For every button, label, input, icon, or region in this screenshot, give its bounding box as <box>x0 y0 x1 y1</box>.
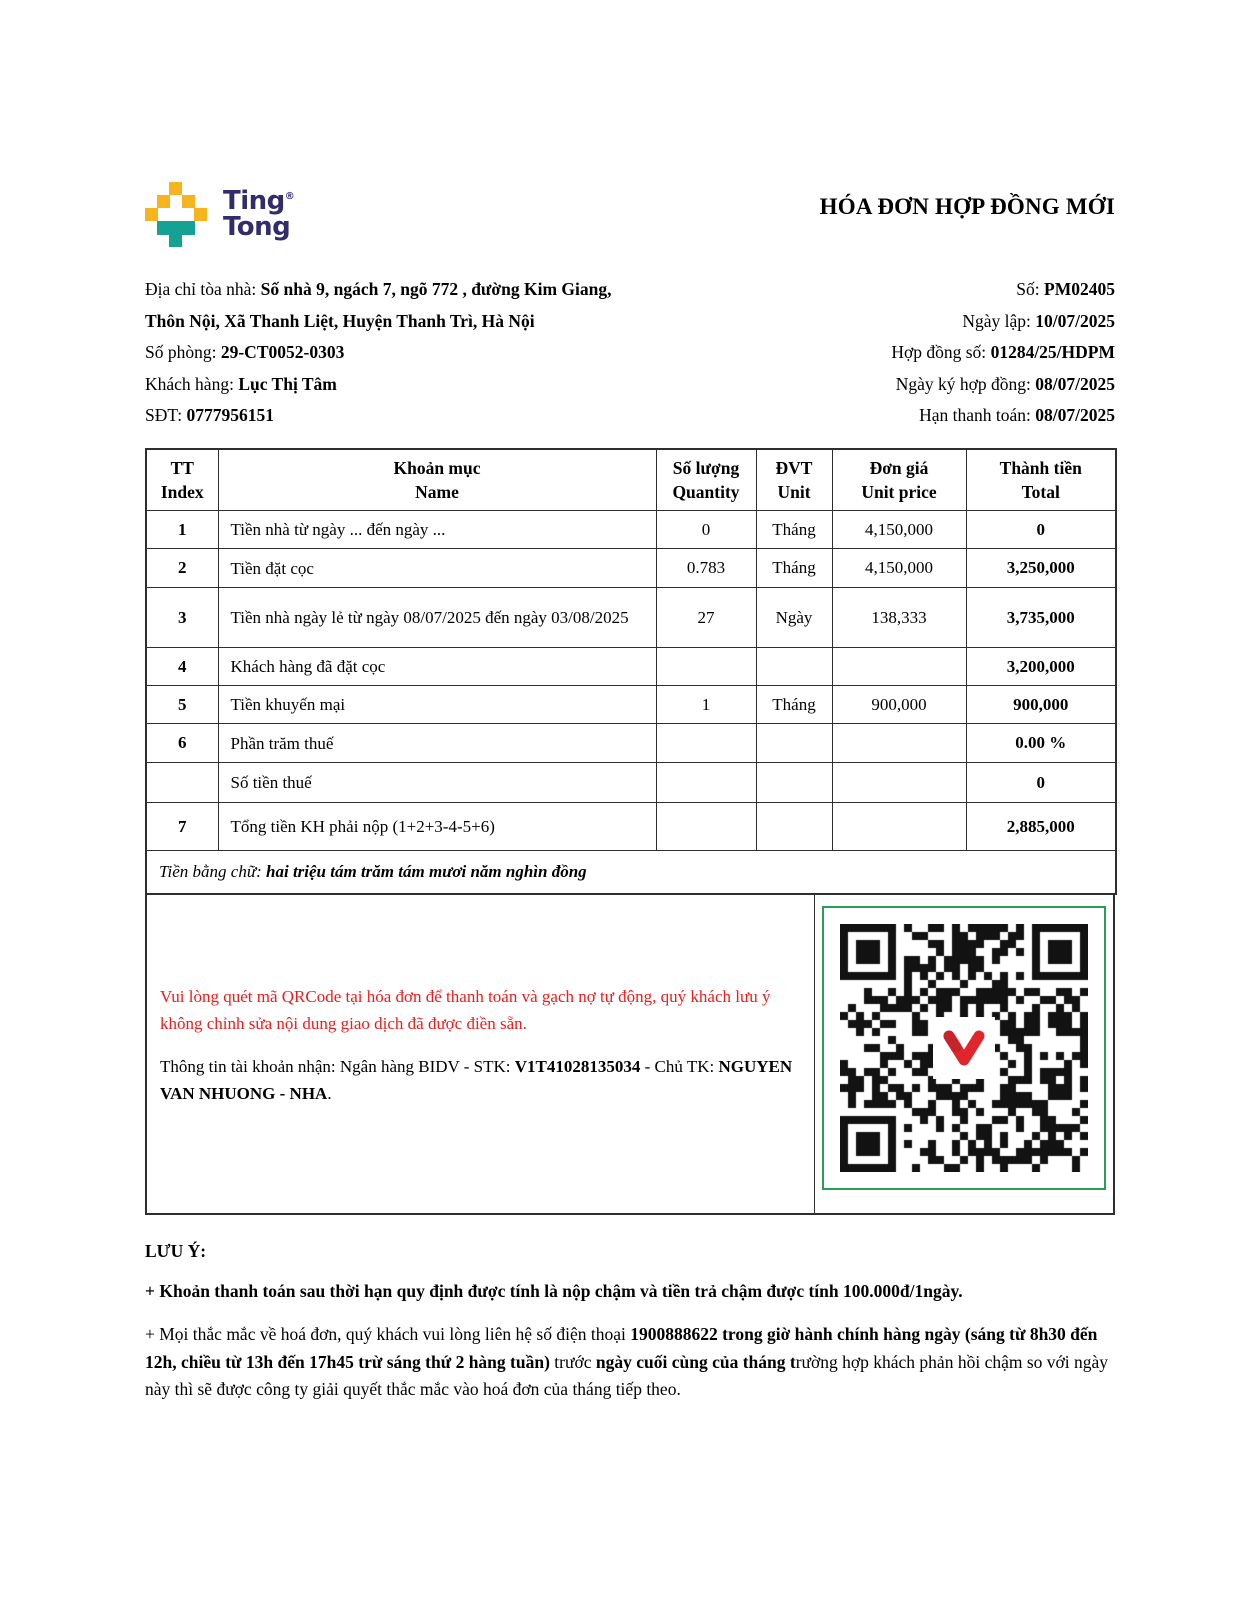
cell-index: 1 <box>146 511 218 549</box>
table-row <box>146 763 1116 803</box>
cell-unit: Tháng <box>756 549 832 588</box>
col-unit-price: Đơn giá Unit price <box>832 449 966 511</box>
late-payment-note: + Khoản thanh toán sau thời hạn quy định được tính là nộp chậm và tiền trả chậm được tính 100.000đ/1ngày. <box>145 1280 963 1301</box>
cell-index: 2 <box>146 549 218 588</box>
col-unit: ĐVT Unit <box>756 449 832 511</box>
table-row <box>146 588 1116 648</box>
table-row <box>146 648 1116 686</box>
cell-unit-price: 138,333 <box>832 588 966 648</box>
cell-index: 7 <box>146 803 218 851</box>
cell-total: 900,000 <box>966 686 1116 724</box>
tingtong-logo-icon <box>145 182 207 246</box>
amount-in-words: Tiền bằng chữ: hai triệu tám trăm tám mươi năm nghìn đồng <box>146 851 1116 894</box>
qr-frame <box>822 906 1106 1190</box>
cell-total: 3,735,000 <box>966 588 1116 648</box>
tingtong-logo <box>145 182 294 246</box>
cell-quantity: 0.783 <box>656 549 756 588</box>
cell-unit <box>756 724 832 763</box>
customer-phone: SĐT: 0777956151 <box>145 405 274 425</box>
qr-warning-text: Vui lòng quét mã QRCode tại hóa đơn để thanh toán và gạch nợ tự động, quý khách lưu ý không chỉnh sửa nội dung giao dịch đã được điền sẵn. <box>160 986 771 1033</box>
payment-section <box>145 893 1115 1215</box>
registered-mark: ® <box>284 191 295 202</box>
cell-unit: Tháng <box>756 686 832 724</box>
issue-date: Ngày lập: 10/07/2025 <box>962 310 1115 331</box>
contract-number: Hợp đồng số: 01284/25/HDPM <box>891 342 1115 362</box>
cell-unit: Ngày <box>756 588 832 648</box>
qr-area <box>815 895 1113 1213</box>
cell-unit-price <box>832 648 966 686</box>
building-address-2: Thôn Nội, Xã Thanh Liệt, Huyện Thanh Trì, Hà Nội <box>145 310 535 331</box>
room-number: Số phòng: 29-CT0052-0303 <box>145 342 345 362</box>
wordmark-line1: Ting <box>223 186 285 216</box>
table-row <box>146 549 1116 588</box>
col-index: TT Index <box>146 449 218 511</box>
cell-unit-price <box>832 803 966 851</box>
cell-name: Tiền nhà từ ngày ... đến ngày ... <box>218 511 656 549</box>
invoice-meta <box>145 274 1115 432</box>
cell-index: 6 <box>146 724 218 763</box>
tingtong-wordmark <box>223 184 294 240</box>
meta-line <box>145 337 1115 369</box>
cell-quantity: 0 <box>656 511 756 549</box>
meta-line <box>145 400 1115 432</box>
cell-unit <box>756 648 832 686</box>
cell-index <box>146 763 218 803</box>
cell-unit <box>756 803 832 851</box>
page-title: HÓA ĐƠN HỢP ĐỒNG MỚI <box>819 194 1115 219</box>
cell-quantity <box>656 724 756 763</box>
cell-quantity <box>656 648 756 686</box>
cell-unit-price: 4,150,000 <box>832 549 966 588</box>
customer-name: Khách hàng: Lục Thị Tâm <box>145 373 337 394</box>
cell-name: Tiền nhà ngày lẻ từ ngày 08/07/2025 đến ngày 03/08/2025 <box>218 588 656 648</box>
cell-name: Phần trăm thuế <box>218 724 656 763</box>
cell-index: 3 <box>146 588 218 648</box>
cell-name: Tiền đặt cọc <box>218 549 656 588</box>
invoice-content <box>145 182 1115 1404</box>
cell-quantity: 1 <box>656 686 756 724</box>
meta-line <box>145 369 1115 401</box>
table-header <box>146 449 1116 511</box>
cell-unit: Tháng <box>756 511 832 549</box>
meta-line <box>145 274 1115 306</box>
invoice-number: Số: PM02405 <box>1016 279 1115 299</box>
cell-name: Tổng tiền KH phải nộp (1+2+3-4-5+6) <box>218 803 656 851</box>
wordmark-line2: Tong <box>223 212 291 242</box>
payment-due-date: Hạn thanh toán: 08/07/2025 <box>919 405 1115 425</box>
cell-quantity: 27 <box>656 588 756 648</box>
payment-instructions <box>147 895 815 1213</box>
cell-name: Khách hàng đã đặt cọc <box>218 648 656 686</box>
cell-index: 5 <box>146 686 218 724</box>
cell-total: 3,200,000 <box>966 648 1116 686</box>
cell-name: Tiền khuyến mại <box>218 686 656 724</box>
bank-account-info: Thông tin tài khoản nhận: Ngân hàng BIDV - STK: V1T41028135034 - Chủ TK: NGUYEN VAN NHUONG - NHA. <box>160 1056 793 1103</box>
amount-in-words-row <box>146 851 1116 894</box>
table-row <box>146 724 1116 763</box>
col-name: Khoản mục Name <box>218 449 656 511</box>
cell-name: Số tiền thuế <box>218 763 656 803</box>
cell-total: 2,885,000 <box>966 803 1116 851</box>
header <box>145 182 1115 256</box>
contract-sign-date: Ngày ký hợp đồng: 08/07/2025 <box>895 373 1115 394</box>
cell-total: 0 <box>966 763 1116 803</box>
cell-unit <box>756 763 832 803</box>
notes-heading: LƯU Ý: <box>145 1240 207 1261</box>
table-row <box>146 686 1116 724</box>
cell-unit-price <box>832 724 966 763</box>
building-address: Địa chỉ tòa nhà: Số nhà 9, ngách 7, ngõ 772 , đường Kim Giang, <box>145 279 612 299</box>
notes-section <box>145 1241 1115 1404</box>
cell-total: 3,250,000 <box>966 549 1116 588</box>
cell-unit-price: 900,000 <box>832 686 966 724</box>
cell-unit-price: 4,150,000 <box>832 511 966 549</box>
vietqr-v-icon <box>933 1017 995 1079</box>
col-total: Thành tiền Total <box>966 449 1116 511</box>
col-quantity: Số lượng Quantity <box>656 449 756 511</box>
cell-total: 0.00 % <box>966 724 1116 763</box>
cell-unit-price <box>832 763 966 803</box>
table-row <box>146 511 1116 549</box>
cell-quantity <box>656 803 756 851</box>
cell-index: 4 <box>146 648 218 686</box>
hotline-note: + Mọi thắc mắc về hoá đơn, quý khách vui lòng liên hệ số điện thoại 1900888622 trong giờ hành chính hàng ngày (sáng từ 8h30 đến 12h, chiều từ 13h đến 17h45 trừ sáng thứ 2 hàng tuần) trước ngày cuối cùng của tháng trường hợp khách phản hồi chậm so với ngày này thì sẽ được công ty giải quyết thắc mắc vào hoá đơn của tháng tiếp theo. <box>145 1324 1109 1399</box>
cell-total: 0 <box>966 511 1116 549</box>
table-row <box>146 803 1116 851</box>
meta-line <box>145 306 1115 338</box>
cell-quantity <box>656 763 756 803</box>
invoice-table <box>145 448 1117 895</box>
